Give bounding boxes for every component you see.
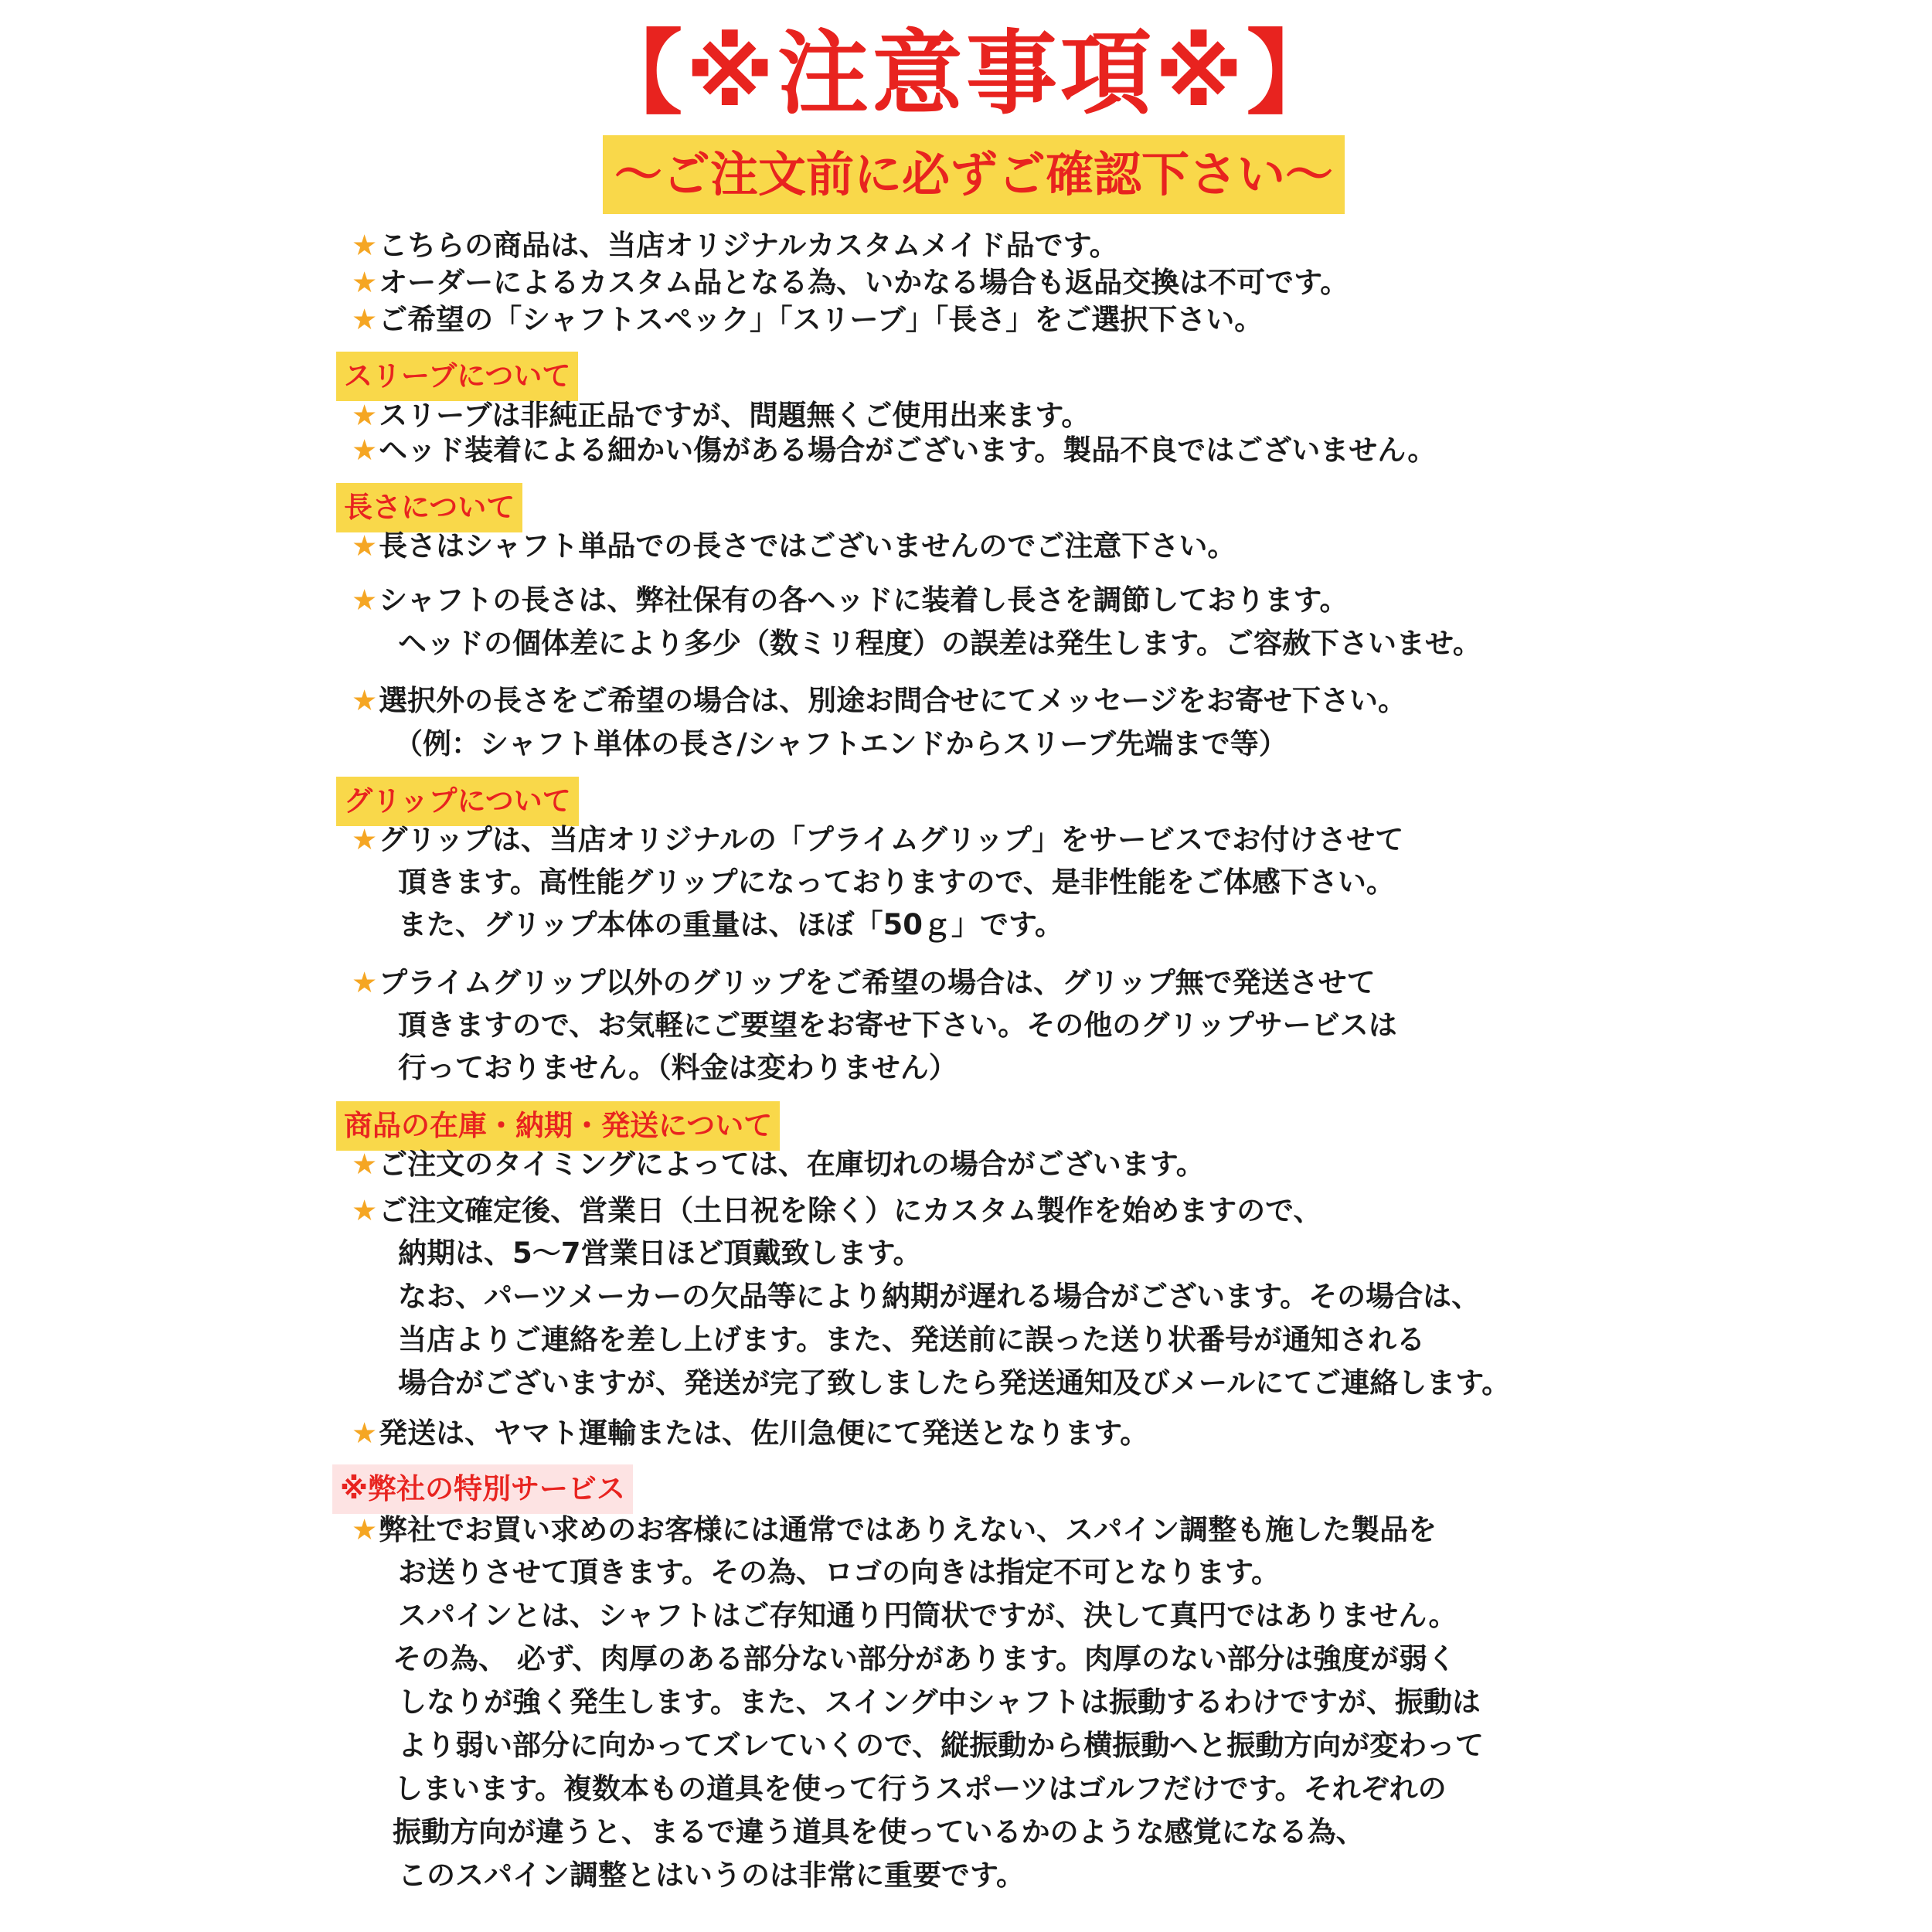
section-heading-stock: 商品の在庫・納期・発送について xyxy=(336,1101,780,1151)
service-line: しなりが強く発生します。また、スイング中シャフトは振動するわけですが、振動は xyxy=(398,1685,1481,1719)
grip-line: 行っておりません。（料金は変わりません） xyxy=(398,1051,957,1084)
length-line: ★長さはシャフト単品での長さではございませんのでご注意下さい。 xyxy=(352,529,1236,563)
grip-line: 頂きます。高性能グリップになっておりますので、是非性能をご体感下さい。 xyxy=(398,866,1395,899)
star-icon: ★ xyxy=(352,303,378,336)
length-line: ヘッドの個体差により多少（数ミリ程度）の誤差は発生します。ご容赦下さいませ。 xyxy=(398,627,1481,660)
length-line: ★選択外の長さをご希望の場合は、別途お問合せにてメッセージをお寄せ下さい。 xyxy=(352,684,1406,717)
length-line: （例：シャフト単体の長さ/シャフトエンドからスリーブ先端まで等） xyxy=(394,727,1287,760)
star-icon: ★ xyxy=(352,684,378,717)
star-icon: ★ xyxy=(352,1513,378,1546)
service-line: しまいます。複数本もの道具を使って行うスポーツはゴルフだけです。それぞれの xyxy=(394,1772,1447,1805)
star-icon: ★ xyxy=(352,229,378,262)
stock-line: 当店よりご連絡を差し上げます。また、発送前に誤った送り状番号が通知される xyxy=(398,1323,1426,1356)
star-icon: ★ xyxy=(352,434,378,467)
star-icon: ★ xyxy=(352,1417,378,1450)
grip-line: また、グリップ本体の重量は、ほぼ「50ｇ」です。 xyxy=(398,908,1064,941)
stock-line: ★発送は、ヤマト運輸または、佐川急便にて発送となります。 xyxy=(352,1417,1149,1450)
section-heading-sleeve: スリーブについて xyxy=(336,352,578,401)
service-line: その為、 必ず、肉厚のある部分ない部分があります。肉厚のない部分は強度が弱く xyxy=(393,1642,1456,1675)
star-icon: ★ xyxy=(352,266,378,299)
service-line: より弱い部分に向かってズレていくので、縦振動から横振動へと振動方向が変わって xyxy=(398,1729,1484,1762)
intro-line: ★ご希望の「シャフトスペック」「スリーブ」「長さ」をご選択下さい。 xyxy=(352,303,1264,336)
service-line: 振動方向が違うと、まるで違う道具を使っているかのような感覚になる為、 xyxy=(393,1815,1365,1849)
star-icon: ★ xyxy=(352,823,378,856)
service-line: ★弊社でお買い求めのお客様には通常ではありえない、スパイン調整も施した製品を xyxy=(352,1513,1437,1546)
page-subtitle: 〜ご注文前に必ずご確認下さい〜 xyxy=(603,135,1345,214)
grip-line: ★プライムグリップ以外のグリップをご希望の場合は、グリップ無で発送させて xyxy=(352,966,1376,999)
star-icon: ★ xyxy=(352,966,378,999)
star-icon: ★ xyxy=(352,583,378,617)
stock-line: なお、パーツメーカーの欠品等により納期が遅れる場合がございます。その場合は、 xyxy=(398,1280,1481,1313)
section-heading-service: ※弊社の特別サービス xyxy=(332,1464,633,1514)
service-line: スパインとは、シャフトはご存知通り円筒状ですが、決して真円ではありません。 xyxy=(398,1599,1458,1632)
star-icon: ★ xyxy=(352,399,378,432)
intro-line: ★こちらの商品は、当店オリジナルカスタムメイド品です。 xyxy=(352,229,1118,262)
star-icon: ★ xyxy=(352,1194,378,1227)
stock-line: ★ご注文確定後、営業日（土日祝を除く）にカスタム製作を始めますので、 xyxy=(352,1194,1322,1227)
star-icon: ★ xyxy=(352,529,378,563)
grip-line: 頂きますので、お気軽にご要望をお寄せ下さい。その他のグリップサービスは xyxy=(398,1009,1397,1042)
grip-line: ★グリップは、当店オリジナルの「プライムグリップ」をサービスでお付けさせて xyxy=(352,823,1404,856)
length-line: ★シャフトの長さは、弊社保有の各ヘッドに装着し長さを調節しております。 xyxy=(352,583,1349,617)
intro-line: ★オーダーによるカスタム品となる為、いかなる場合も返品交換は不可です。 xyxy=(352,266,1349,299)
section-heading-grip: グリップについて xyxy=(336,777,579,826)
sleeve-line: ★ヘッド装着による細かい傷がある場合がございます。製品不良ではございません。 xyxy=(352,434,1437,467)
stock-line: 納期は、5〜7営業日ほど頂戴致します。 xyxy=(398,1236,922,1270)
section-heading-length: 長さについて xyxy=(336,483,522,532)
service-line: お送りさせて頂きます。その為、ロゴの向きは指定不可となります。 xyxy=(398,1556,1281,1589)
page-title: 【※注意事項※】 xyxy=(591,20,1341,127)
sleeve-line: ★スリーブは非純正品ですが、問題無くご使用出来ます。 xyxy=(352,399,1090,432)
service-line: このスパイン調整とはいうのは非常に重要です。 xyxy=(398,1859,1026,1892)
stock-line: 場合がございますが、発送が完了致しましたら発送通知及びメールにてご連絡します。 xyxy=(398,1366,1511,1400)
stock-line: ★ご注文のタイミングによっては、在庫切れの場合がございます。 xyxy=(352,1148,1205,1181)
star-icon: ★ xyxy=(352,1148,378,1181)
